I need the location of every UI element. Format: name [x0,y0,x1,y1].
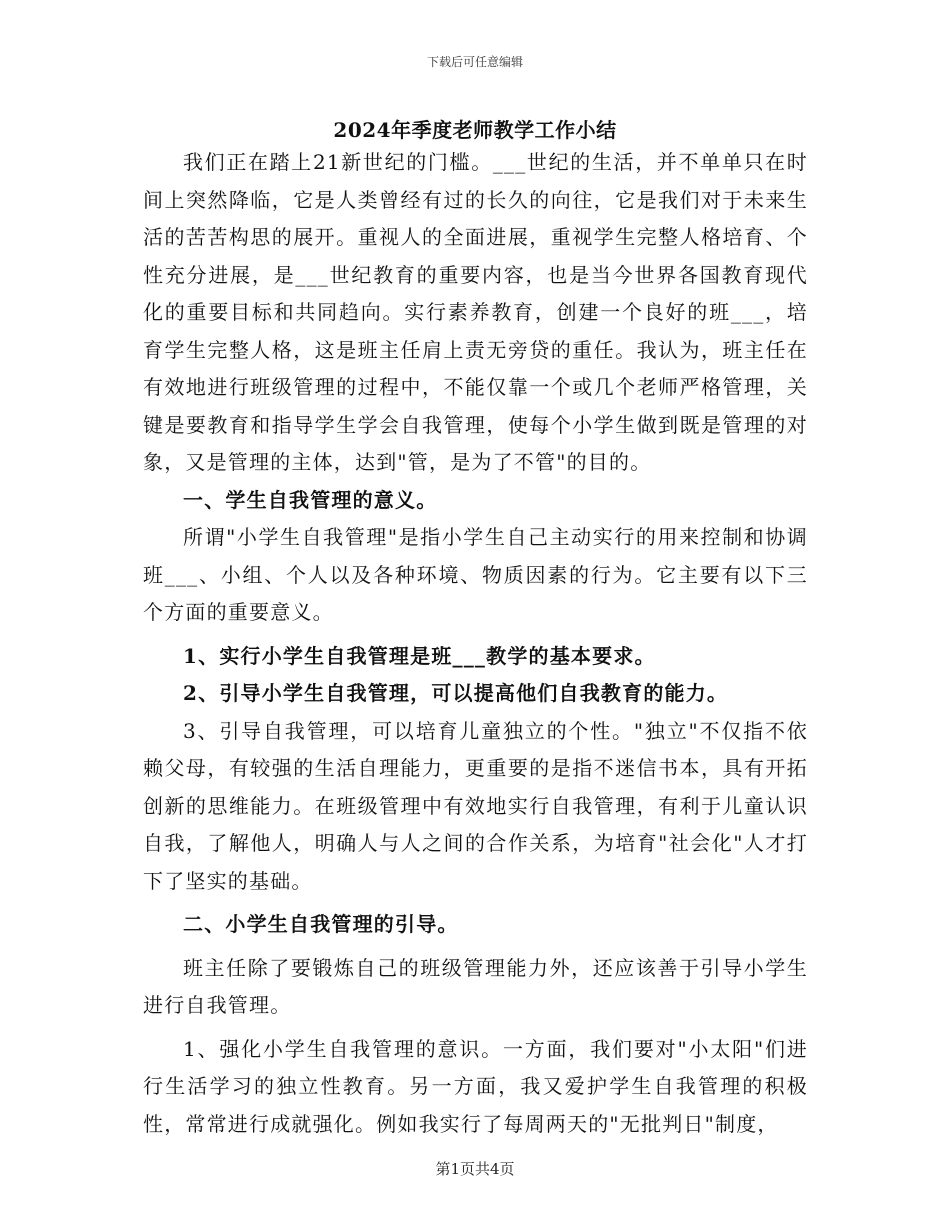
paragraph-intro: 我们正在踏上21新世纪的门槛。___世纪的生活，并不单单只在时间上突然降临，它是人类曾经有过的长久的向往，它是我们对于未来生活的苦苦构思的展开。重视人的全面进展，重视学生完整人格培育、个性充分进展，是___世纪教育的重要内容，也是当今世界各国教育现代化的重要目标和共同趋向。实行素养教育，创建一个良好的班___，培育学生完整人格，这是班主任肩上责无旁贷的重任。我认为，班主任在有效地进行班级管理的过程中，不能仅靠一个或几个老师严格管理，关键是要教育和指导学生学会自我管理，使每个小学生做到既是管理的对象，又是管理的主体，达到"管，是为了不管"的目的。 [143,150,808,474]
paragraph-guidance-point-1: 1、强化小学生自我管理的意识。一方面，我们要对"小太阳"们进行生活学习的独立性教育。另一方面，我又爱护学生自我管理的积极性，常常进行成就强化。例如我实行了每周两天的"无批判日"制度， [143,1036,808,1136]
paragraph-point-3: 3、引导自我管理，可以培育儿童独立的个性。"独立"不仅指不依赖父母，有较强的生活自理能力，更重要的是指不迷信书本，具有开拓创新的思维能力。在班级管理中有效地实行自我管理，有利于儿童认识自我，了解他人，明确人与人之间的合作关系，为培育"社会化"人才打下了坚实的基础。 [143,718,808,893]
point-heading-2: 2、引导小学生自我管理，可以提高他们自我教育的能力。 [183,681,729,705]
page-footer: 第1页共4页 [435,1160,515,1178]
point-heading-1: 1、实行小学生自我管理是班___教学的基本要求。 [183,643,656,668]
paragraph-guidance: 班主任除了要锻炼自己的班级管理能力外，还应该善于引导小学生进行自我管理。 [143,955,808,1017]
document-body [143,144,808,1143]
header-note: 下载后可任意编辑 [426,55,523,69]
document-title: 2024年季度老师教学工作小结 [333,118,617,142]
section-heading-2: 二、小学生自我管理的引导。 [183,912,459,936]
paragraph-definition: 所谓"小学生自我管理"是指小学生自己主动实行的用来控制和协调班___、小组、个人以及各种环境、物质因素的行为。它主要有以下三个方面的重要意义。 [143,525,808,624]
section-heading-1: 一、学生自我管理的意义。 [183,487,438,512]
